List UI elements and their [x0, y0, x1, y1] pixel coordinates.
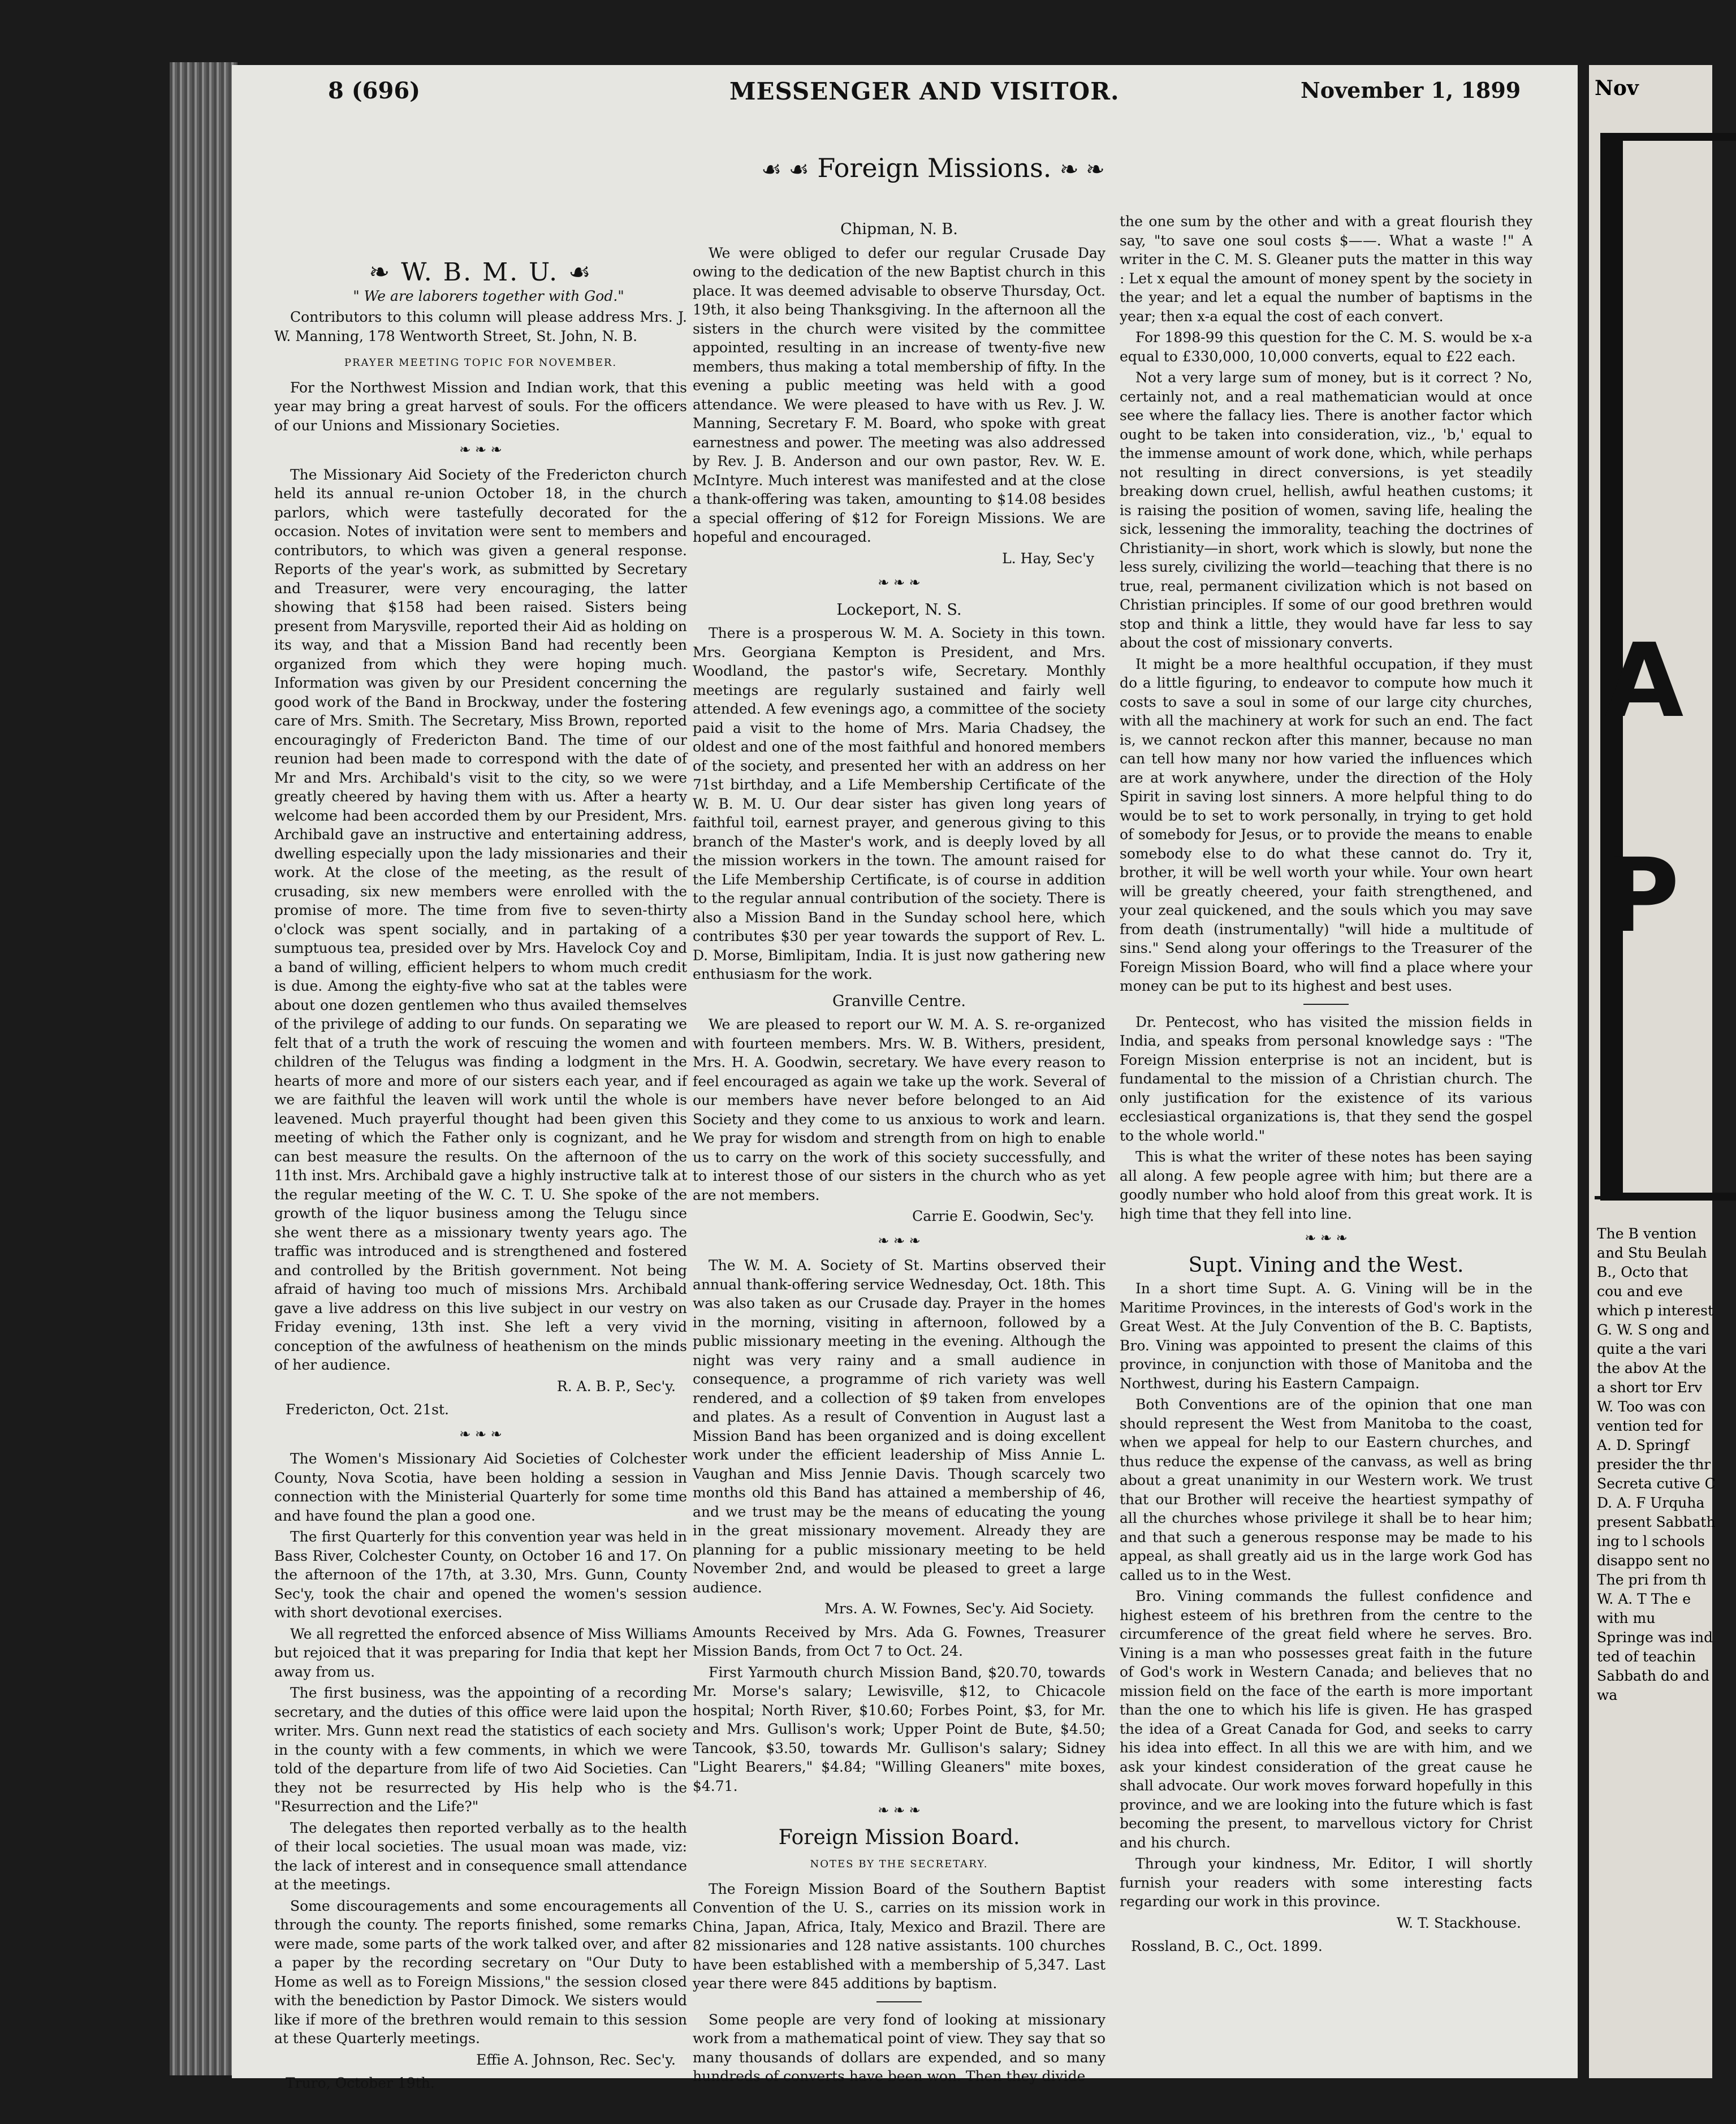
- fmb-paragraph: Some people are very fond of looking at missionary work from a mathematical point of view. They say that so many thousands of dollars are expended, and so many hundreds of converts have been won. Then they divide: [693, 2011, 1105, 2084]
- newspaper-page: [232, 65, 1578, 2091]
- divider-ornament: ❧ ❧ ❧: [878, 1802, 921, 1818]
- ornament-icon: ❧ ❧: [1059, 157, 1105, 183]
- colchester-paragraph: The Women's Missionary Aid Societies of Colchester County, Nova Scotia, have been holding a session in connection with the Ministerial Quarterly for some time and have found the plan a good one.: [274, 1450, 687, 1524]
- contributors-note: Contributors to this column will please address Mrs. J. W. Manning, 178 Wentworth Street, St. John, N. B.: [274, 309, 687, 344]
- vining-paragraph: Through your kindness, Mr. Editor, I will shortly furnish your readers with some interesting facts regarding our work in this province.: [1120, 1855, 1532, 1910]
- dateline: Truro, October 19th.: [286, 2075, 435, 2091]
- signature: L. Hay, Sec'y: [1002, 550, 1094, 567]
- vining-paragraph: Both Conventions are of the opinion that one man should represent the West from Manitoba to the coast, when we appeal for help to our Eastern churches, and thus reduce the expense of the canvass, as well as bring about a great unanimity in our Western work. We trust that our Brother will receive the heartiest sympathy of all the churches whose privilege it shall be to hear him; and that such a generous response may be made to his appeal, as shall greatly aid us in the large work God has called us to in the West.: [1120, 1396, 1532, 1583]
- signature: W. T. Stackhouse.: [1396, 1914, 1521, 1931]
- signature: Mrs. A. W. Fownes, Sec'y. Aid Society.: [824, 1600, 1094, 1617]
- next-page-fragment: [1589, 65, 1716, 2078]
- chipman-report: We were obliged to defer our regular Crusade Day owing to the dedication of the new Baptist church in this place. It was deemed advisable to observe Thursday, Oct. 19th, it also being Thanksgiving. In the afternoon all the sisters in the church were visited by the committee appointed, resulting in an increase of twenty-five new members, thus making a total membership of fifty. In the evening a public meeting was held with a good attendance. We were pleased to have with us Rev. J. W. Manning, Secretary F. M. Board, who spoke with great earnestness and power. The meeting was also addressed by Rev. J. B. Anderson and our own pastor, Rev. W. E. McIntyre. Much interest was manifested and at the close a thank-offering was taken, amounting to $14.08 besides a special offering of $12 for Foreign Missions. We are hopeful and encouraged.: [693, 244, 1105, 545]
- column-wbmu: [274, 206, 687, 2091]
- divider-ornament: ❧ ❧ ❧: [878, 1232, 921, 1249]
- dateline: Fredericton, Oct. 21st.: [286, 1401, 450, 1418]
- lockeport-report: There is a prosperous W. M. A. Society in this town. Mrs. Georgiana Kempton is President, and Mrs. Woodland, the pastor's wife, Secretary. Monthly meetings are regularly sustained and fairly well attended. A few evenings ago, a committee of the society paid a visit to the home of Mrs. Maria Chadsey, the oldest and one of the most faithful and honored members of the society, and presented her with an address on her 71st birthday, and a Life Membership Certificate of the W. B. M. U. Our dear sister has given long years of faithful toil, earnest prayer, and generous giving to this branch of the Master's work, and is deeply loved by all the mission workers in the town. The amount raised for the Life Membership Certificate, is of course in addition to the regular annual contribution of the society. There is also a Mission Band in the Sunday school here, which contributes $30 per year towards the support of Rev. L. D. Morse, Bimlipitam, India. It is just now gathering new enthusiasm for the work.: [693, 625, 1105, 982]
- heading-wbmu-text: W. B. M. U.: [401, 258, 559, 287]
- divider-ornament: ❧ ❧ ❧: [1305, 1230, 1348, 1246]
- prayer-topic-heading: PRAYER MEETING TOPIC FOR NOVEMBER.: [344, 357, 617, 369]
- continued-paragraph: For 1898-99 this question for the C. M. S. would be x-a equal to £330,000, 10,000 converts, equal to £22 each.: [1120, 329, 1532, 365]
- signature: Effie A. Johnson, Rec. Sec'y.: [476, 2051, 676, 2068]
- amounts-heading: Amounts Received by Mrs. Ada G. Fownes, Treasurer Mission Bands, from Oct 7 to Oct. 24.: [693, 1624, 1105, 1659]
- st-martins-report: The W. M. A. Society of St. Martins observed their annual thank-offering service Wednesday, Oct. 18th. This was also taken as our Crusade day. Prayer in the homes in the morning, visiting in afternoon, followed by a public missionary meeting in the evening. Although the night was very rainy and a small audience in consequence, a programme of rich variety was well rendered, and a collection of $9 taken from envelopes and plates. As a result of Convention in August last a Mission Band has been organized and is doing excellent work under the efficient leadership of Miss Annie L. Vaughan and Miss Jennie Davis. Though scarcely two months old this Band has attained a membership of 46, and we trust may be the means of educating the young in the great missionary movement. Already they are planning for a public missionary meeting to be held November 2nd, and would be pleased to greet a large audience.: [693, 1257, 1105, 1596]
- divider-rule: [876, 2001, 922, 2002]
- continued-paragraph: the one sum by the other and with a great flourish they say, "to save one soul costs $——. What a waste !" A writer in the C. M. S. Gleaner puts the matter in this way : Let x equal the amount of money spent by the society in the year; and let a equal the number of baptisms in the year; then x-a equal the cost of each convert.: [1120, 213, 1532, 325]
- heading-wbmu: [274, 258, 687, 287]
- issue-date: November 1, 1899: [1301, 77, 1521, 103]
- heading-vining: Supt. Vining and the West.: [1188, 1253, 1464, 1277]
- subheading-notes: NOTES BY THE SECRETARY.: [810, 1858, 988, 1870]
- column-reports: [693, 212, 1105, 2084]
- granville-report: We are pleased to report our W. M. A. S. re-organized with fourteen members. Mrs. W. B. Withers, president, Mrs. H. A. Goodwin, secretary. We have every reason to feel encouraged as again we take up the work. Several of our members have never before belonged to an Aid Society and they come to us anxious to work and learn. We pray for wisdom and strength from on high to enable us to carry on the work of this society successfully, and to interest those of our sisters in the church who as yet are not members.: [693, 1016, 1105, 1203]
- section-title-text: Foreign Missions.: [817, 153, 1052, 183]
- divider-rule: [1595, 1196, 1712, 1199]
- continued-paragraph: This is what the writer of these notes has been saying all along. A few people agree with him; but there are a goodly number who hold aloof from this great work. It is high time that they fell into line.: [1120, 1149, 1532, 1222]
- section-title: [707, 153, 1159, 183]
- colchester-paragraph: The first Quarterly for this convention year was held in Bass River, Colchester County, on October 16 and 17. On the afternoon of the 17th, at 3.30, Mrs. Gunn, County Sec'y, took the chair and opened the women's session with short devotional exercises.: [274, 1529, 687, 1621]
- pentecost-quote: Dr. Pentecost, who has visited the mission fields in India, and speaks from personal knowledge says : "The Foreign Mission enterprise is not an incident, but is fundamental to the mission of a Christian church. The only justification for the existence of its various ecclesiastical organizations is, that they send the gospel to the whole world.": [1120, 1013, 1532, 1144]
- colchester-paragraph: The delegates then reported verbally as to the health of their local societies. The usual moan was made, viz: the lack of interest and in consequence small attendance at the meetings.: [274, 1819, 687, 1893]
- heading-lockeport: Lockeport, N. S.: [836, 601, 962, 619]
- advert-letter: A: [1605, 622, 1684, 740]
- masthead: MESSENGER AND VISITOR.: [729, 77, 1120, 105]
- vining-paragraph: In a short time Supt. A. G. Vining will be in the Maritime Provinces, in the interests of God's work in the Great West. At the July Convention of the B. C. Baptists, Bro. Vining was appointed to present the claims of this province, in conjunction with those of Manitoba and the Northwest, during his Eastern Campaign.: [1120, 1280, 1532, 1392]
- signature: R. A. B. P., Sec'y.: [556, 1378, 676, 1395]
- divider-ornament: ❧ ❧ ❧: [459, 442, 502, 457]
- continued-paragraph: It might be a more healthful occupation, if they must do a little figuring, to endeavor to compute how much it costs to save a soul in some of our large city churches, with all the machinery at work for such an end. The fact is, we cannot reckon after this manner, because no man can tell how many nor how varied the influences which are at work anywhere, under the direction of the Holy Spirit in saving lost sinners. A more helpful thing to do would be to set to work personally, in trying to get hold of somebody for Jesus, or to provide the means to enable somebody else to do what these cannot do. Try it, brother, it will be well worth your while. Your own heart will be greatly cheered, your faith strengthened, and your zeal quickened, and the souls which you may save from death (instrumentally) "will hide a multitude of sins." Send along your offerings to the Treasurer of the Foreign Mission Board, who will find a place where your money can be put to its highest and best uses.: [1120, 655, 1532, 994]
- divider-ornament: ❧ ❧ ❧: [878, 575, 921, 590]
- page-header: [232, 77, 1578, 111]
- page-number: 8 (696): [328, 77, 421, 104]
- fredericton-report: The Missionary Aid Society of the Fredericton church held its annual re-union October 18, in the church parlors, which were tastefully decorated for the occasion. Notes of invitation were sent to members and contributors, to which was given a general response. Reports of the year's work, as submitted by Secretary and Treasurer, were very encouraging, the latter showing that $158 had been raised. Sisters being present from Marysville, reported their Aid as holding on its way, and that a Mission Band had recently been organized from which they were hoping much. Information was given by our President concerning the good work of the Band in Brockway, under the fostering care of Mrs. Smith. The Secretary, Miss Brown, reported encouragingly of Fredericton Band. The time of our reunion had been made to correspond with the date of Mr and Mrs. Archibald's visit to the city, so we were greatly cheered by having them with us. After a hearty welcome had been accorded them by our President, Mrs. Archibald gave an instructive and entertaining address, dwelling especially upon the lady missionaries and their work. At the close of the meeting, as the result of crusading, six new members were enrolled with the promise of more. The time from five to seven-thirty o'clock was spent socially, and in partaking of a sumptuous tea, presided over by Mrs. Havelock Coy and a band of willing, efficient helpers to whom much credit is due. Among the eighty-five who sat at the tables were about one dozen gentlemen who thus availed themselves of the privilege of adding to our funds. On separating we felt that of a truth the work of rescuing the women and children of the Telugus was finding a lodgment in the hearts of more and more of our sisters each year, and if we are faithful the leaven will work until the whole is leavened. Much prayerful thought had been given this meeting of which the Father only is cognizant, and he can best measure the results. On the afternoon of the 11th inst. Mrs. Archibald gave a highly instructive talk at the regular meeting of the W. C. T. U. She spoke of the growth of the liquor business among the Telugu since she went there as a missionary twenty years ago. The traffic was introduced and is strengthened and fostered and controlled by the British government. Not being afraid of having too much of missions Mrs. Archibald gave a live address on this live subject in our vestry on Friday evening, 13th inst. She left a very vivid conception of the awfulness of heathenism on the minds of her audience.: [274, 466, 687, 1373]
- fmb-paragraph: The Foreign Mission Board of the Southern Baptist Convention of the U. S., carries on its mission work in China, Japan, Africa, Italy, Mexico and Brazil. There are 82 missionaries and 128 native assistants. 100 churches have been established with a membership of 5,347. Last year there were 845 additions by baptism.: [693, 1880, 1105, 1992]
- dateline: Rossland, B. C., Oct. 1899.: [1131, 1938, 1323, 1954]
- colchester-paragraph: We all regretted the enforced absence of Miss Williams but rejoiced that it was preparing for India that kept her away from us.: [274, 1625, 687, 1680]
- vining-paragraph: Bro. Vining commands the fullest confidence and highest esteem of his brethren from the centre to the circumference of the great field where he serves. Bro. Vining is a man who possesses great faith in the future of God's work in Western Canada; and believes that no mission field on the face of the earth is more important than the one to which his life is given. He has grasped the idea of a Great Canada for God, and seeks to carry his idea into effect. In all this we are with him, and we ask your kindest consideration of the great cause he shall advocate. Our work moves forward hopefully in this province, and we are looking into the future which is fast becoming the present, to marvellous victory for Christ and his church.: [1120, 1588, 1532, 1851]
- prayer-topic: For the Northwest Mission and Indian work, that this year may bring a great harvest of souls. For the officers of our Unions and Missionary Societies.: [274, 379, 687, 434]
- heading-chipman: Chipman, N. B.: [840, 221, 958, 238]
- divider-rule: [1303, 1004, 1349, 1005]
- ornament-icon: ☙: [559, 258, 593, 287]
- column-continued: [1120, 212, 1532, 2056]
- next-page-header: Nov: [1595, 76, 1639, 100]
- page-edge: [170, 62, 237, 2075]
- colchester-paragraph: Some discouragements and some encouragements all through the county. The reports finished, some remarks were made, some parts of the work talked over, and after a paper by the recording secretary on "Our Duty to Home as well as to Foreign Missions," the session closed with the benediction by Pastor Dimock. We sisters would like if more of the brethren would remain to this session at these Quarterly meetings.: [274, 1897, 687, 2047]
- heading-foreign-mission-board: Foreign Mission Board.: [778, 1825, 1020, 1849]
- heading-granville: Granville Centre.: [832, 992, 966, 1010]
- signature: Carrie E. Goodwin, Sec'y.: [912, 1208, 1094, 1224]
- divider-ornament: ❧ ❧ ❧: [459, 1426, 502, 1442]
- ornament-icon: ☙ ☙: [761, 157, 809, 183]
- motto: " We are laborers together with God.": [353, 287, 624, 304]
- next-page-text: The B vention and Stu Beulah B., Octo that cou and eve which p interest G. W. S ong and quite a the vari the abov At the a short tor Erv W. Too was con vention ted for A. D. Springf presider the thr Secreta cutive C D. A. F Urquha present Sabbath ing to l schools disappo sent no The pri from th W. A. T The e with mu Springe was ind ted of teachin Sabbath do and wa: [1597, 1225, 1716, 1703]
- continued-paragraph: Not a very large sum of money, but is it correct ? No, certainly not, and a real mathematician would at once see where the fallacy lies. There is another factor which ought to be taken into consideration, viz., 'b,' equal to the immense amount of work done, which, while perhaps not resulting in direct conversions, is yet steadily breaking down cruel, hellish, awful heathen customs; it is raising the position of women, saving life, healing the sick, lessening the immorality, teaching the doctrines of Christianity—in short, work which is slowly, but none the less surely, civilizing the world—teaching that there is no true, real, permanent civilization which is not based on Christian principles. If some of our good brethren would stop and think a little, they would have far less to say about the cost of missionary converts.: [1120, 369, 1532, 651]
- ornament-icon: ❧: [369, 258, 401, 287]
- colchester-paragraph: The first business, was the appointing of a recording secretary, and the duties of this office were laid upon the writer. Mrs. Gunn next read the statistics of each society in the county with a few comments, in which we were told of the departure from life of two Aid Societies. Can they not be resurrected by His help who is the "Resurrection and the Life?": [274, 1685, 687, 1815]
- amounts-received: First Yarmouth church Mission Band, $20.70, towards Mr. Morse's salary; Lewisville, $12, to Chicacole hospital; North River, $10.60; Forbes Point, $3, for Mr. and Mrs. Gullison's work; Upper Point de Bute, $4.50; Tancook, $3.50, towards Mr. Gullison's salary; Sidney "Light Bearers," $4.84; "Willing Gleaners" mite boxes, $4.71.: [693, 1664, 1105, 1794]
- advert-letter: P: [1605, 837, 1679, 955]
